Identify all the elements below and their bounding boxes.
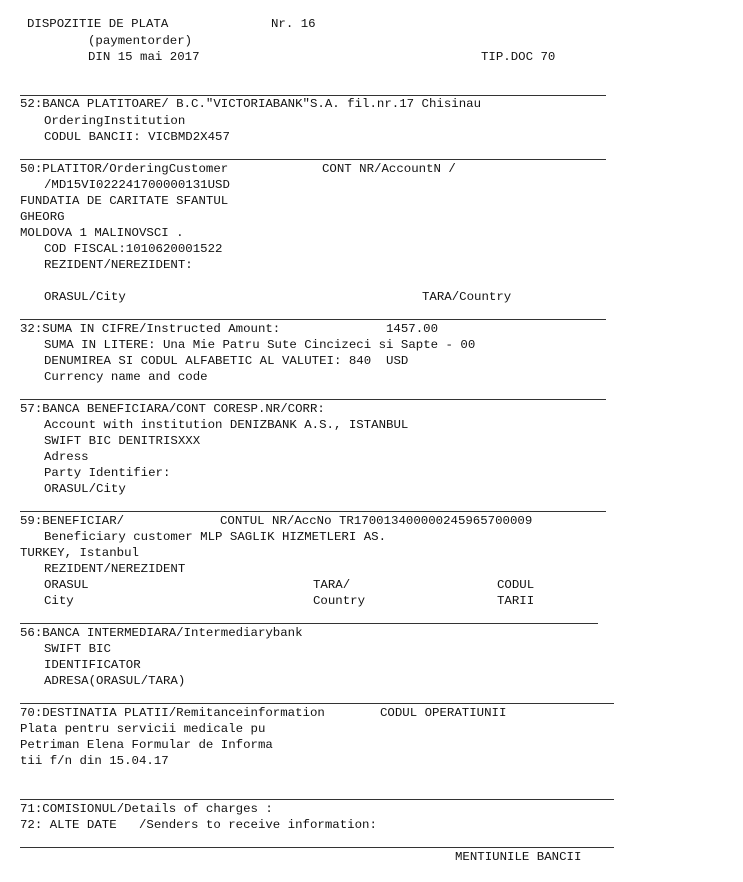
amount-value: 1457.00 xyxy=(386,322,439,336)
payer-label: 50:PLATITOR/OrderingCustomer xyxy=(20,162,229,176)
beneficiary-code-label: TARII xyxy=(497,594,535,608)
payer-country: TARA/Country xyxy=(422,290,512,304)
charges-line: 71:COMISIONUL/Details of charges : xyxy=(20,802,273,816)
remittance-line: tii f/n din 15.04.17 xyxy=(20,754,169,768)
beneficiary-label: 59:BENEFICIAR/ xyxy=(20,514,125,528)
divider xyxy=(20,847,614,848)
payer-account: /MD15VI022241700000131USD xyxy=(44,178,230,192)
amount-words: SUMA IN LITERE: Una Mie Patru Sute Cincizeci si Sapte - 00 xyxy=(44,338,476,352)
beneficiary-account: CONTUL NR/AccNo TR170013400000245965700009 xyxy=(220,514,533,528)
ordering-bank-line: 52:BANCA PLATITOARE/ B.C."VICTORIABANK"S.A. fil.nr.17 Chisinau xyxy=(20,97,482,111)
beneficiary-bank-line: Adress xyxy=(44,450,89,464)
currency-line: Currency name and code xyxy=(44,370,208,384)
amount-label: 32:SUMA IN CIFRE/Instructed Amount: xyxy=(20,322,281,336)
intermediary-bank-line: 56:BANCA INTERMEDIARA/Intermediarybank xyxy=(20,626,303,640)
payer-residency: REZIDENT/NEREZIDENT: xyxy=(44,258,193,272)
divider xyxy=(20,511,606,512)
document-date: DIN 15 mai 2017 xyxy=(88,50,200,64)
ordering-bank-line: OrderingInstitution xyxy=(44,114,186,128)
beneficiary-location: TURKEY, Istanbul xyxy=(20,546,139,560)
beneficiary-residency: REZIDENT/NEREZIDENT xyxy=(44,562,186,576)
payer-name: GHEORG xyxy=(20,210,65,224)
divider xyxy=(20,319,606,320)
intermediary-bank-line: SWIFT BIC xyxy=(44,642,111,656)
beneficiary-country-label: TARA/ xyxy=(313,578,351,592)
divider xyxy=(20,159,606,160)
payer-fiscal-code: COD FISCAL:1010620001522 xyxy=(44,242,223,256)
payer-name: FUNDATIA DE CARITATE SFANTUL xyxy=(20,194,229,208)
document-title: DISPOZITIE DE PLATA xyxy=(27,17,169,31)
currency-line: DENUMIREA SI CODUL ALFABETIC AL VALUTEI: 840 USD xyxy=(44,354,409,368)
remittance-label: 70:DESTINATIA PLATII/Remitanceinformation xyxy=(20,706,325,720)
document-subtitle: (paymentorder) xyxy=(88,34,193,48)
document-number: Nr. 16 xyxy=(271,17,316,31)
beneficiary-bank-line: Account with institution DENIZBANK A.S., ISTANBUL xyxy=(44,418,409,432)
other-data-line: 72: ALTE DATE /Senders to receive information: xyxy=(20,818,377,832)
remittance-line: Plata pentru servicii medicale pu xyxy=(20,722,266,736)
beneficiary-city-label: ORASUL xyxy=(44,578,89,592)
payer-account-label: CONT NR/AccountN / xyxy=(322,162,456,176)
payer-city: ORASUL/City xyxy=(44,290,126,304)
payer-address: MOLDOVA 1 MALINOVSCI . xyxy=(20,226,184,240)
ordering-bank-code: CODUL BANCII: VICBMD2X457 xyxy=(44,130,230,144)
beneficiary-bank-line: 57:BANCA BENEFICIARA/CONT CORESP.NR/CORR: xyxy=(20,402,325,416)
bank-notes-label: MENTIUNILE BANCII xyxy=(455,850,582,864)
beneficiary-city-label: City xyxy=(44,594,74,608)
divider xyxy=(20,95,606,96)
document-type: TIP.DOC 70 xyxy=(481,50,556,64)
divider xyxy=(20,399,606,400)
divider xyxy=(20,623,598,624)
divider xyxy=(20,703,614,704)
beneficiary-bank-line: ORASUL/City xyxy=(44,482,126,496)
intermediary-bank-line: ADRESA(ORASUL/TARA) xyxy=(44,674,186,688)
beneficiary-bank-swift: SWIFT BIC DENITRISXXX xyxy=(44,434,201,448)
beneficiary-country-label: Country xyxy=(313,594,366,608)
divider xyxy=(20,799,614,800)
beneficiary-code-label: CODUL xyxy=(497,578,535,592)
beneficiary-name: Beneficiary customer MLP SAGLIK HIZMETLERI AS. xyxy=(44,530,387,544)
intermediary-bank-line: IDENTIFICATOR xyxy=(44,658,141,672)
remittance-line: Petriman Elena Formular de Informa xyxy=(20,738,273,752)
beneficiary-bank-line: Party Identifier: xyxy=(44,466,171,480)
operation-code-label: CODUL OPERATIUNII xyxy=(380,706,507,720)
